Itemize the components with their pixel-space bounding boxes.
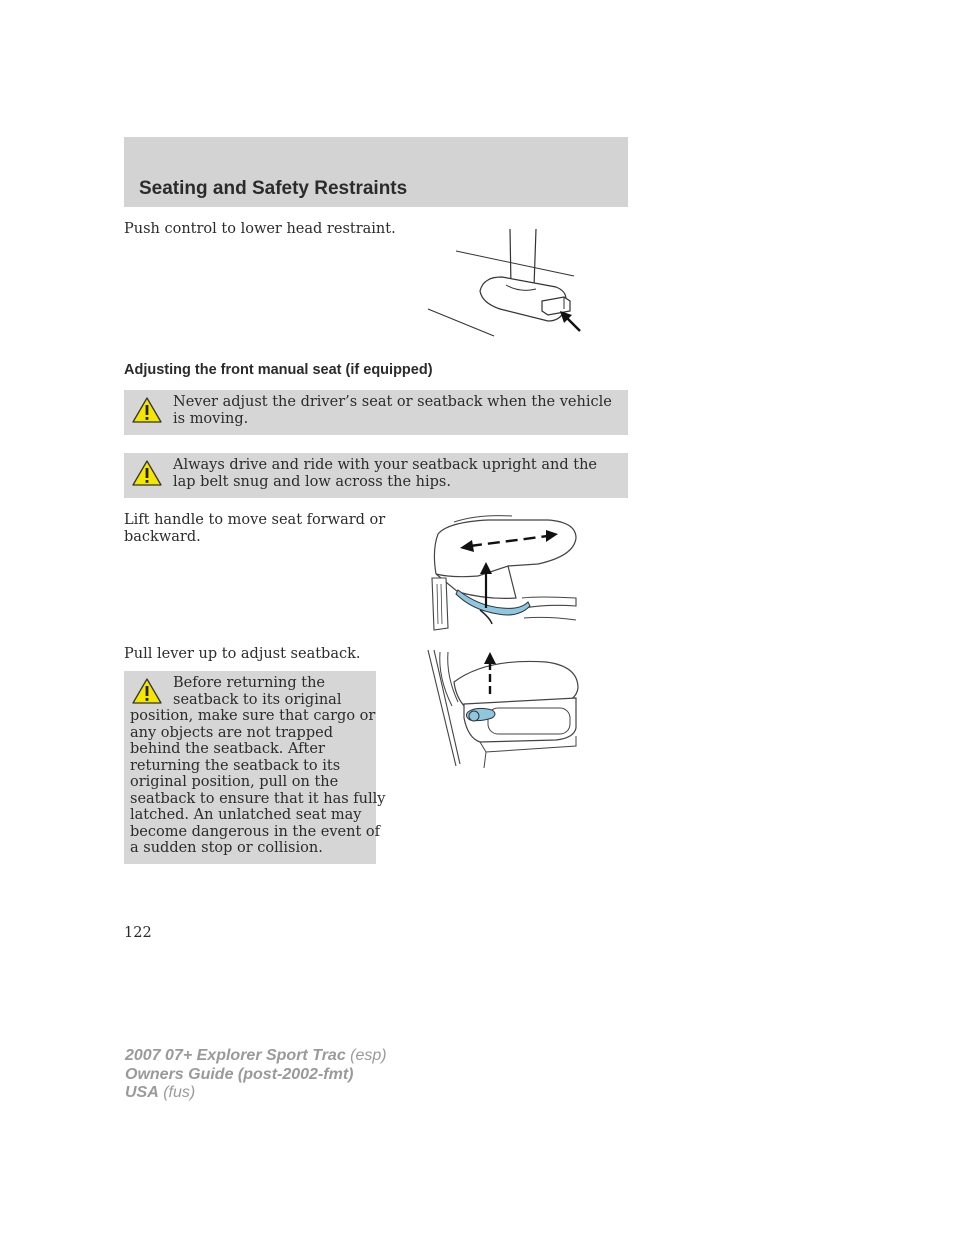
seatback-text: Pull lever up to adjust seatback. [124, 646, 361, 662]
document-footer [125, 1047, 387, 1103]
warning-icon [131, 459, 163, 487]
footer-model-code: (esp) [345, 1047, 387, 1064]
fore-aft-text-line-2: backward. [124, 529, 201, 545]
warning-text-3-line-2: seatback to its original [173, 691, 342, 708]
warning-text-3-line-4: any objects are not trapped [130, 724, 333, 741]
warning-text-2: Always drive and ride with your seatback upright and the lap belt snug and low across the hips. [173, 457, 597, 490]
warning-icon [131, 677, 163, 705]
warning-box-2 [124, 453, 628, 498]
footer-line-1 [125, 1047, 387, 1066]
seat-fore-aft-illustration [428, 514, 580, 632]
warning-box-1 [124, 390, 628, 435]
manual-seat-heading: Adjusting the front manual seat (if equipped) [124, 362, 433, 378]
warning-icon [131, 396, 163, 424]
warning-text-3-line-11: a sudden stop or collision. [130, 840, 323, 856]
footer-line-3 [125, 1084, 387, 1103]
warning-text-3-line-8: seatback to ensure that it has fully [130, 790, 386, 807]
page-number: 122 [124, 925, 152, 941]
footer-model: 2007 07+ Explorer Sport Trac [125, 1047, 346, 1064]
fore-aft-text-line-1: Lift handle to move seat forward or [124, 512, 386, 528]
footer-market: USA [125, 1084, 159, 1101]
warning-text-3-line-9: latched. An unlatched seat may [130, 807, 362, 823]
head-restraint-illustration [420, 225, 590, 340]
footer-market-code: (fus) [158, 1084, 196, 1101]
warning-text-3-line-5: behind the seatback. After [130, 741, 325, 757]
warning-text-1: Never adjust the driver’s seat or seatback when the vehicle is moving. [173, 394, 612, 427]
head-restraint-text: Push control to lower head restraint. [124, 221, 396, 237]
footer-guide: Owners Guide (post-2002-fmt) [125, 1065, 354, 1083]
footer-line-2 [125, 1066, 387, 1085]
warning-text-3-line-1: Before returning the [173, 675, 326, 691]
warning-text-3-line-3: position, make sure that cargo or [130, 708, 376, 724]
warning-text-3-line-10: become dangerous in the event of [130, 823, 380, 840]
warning-text-3-line-6: returning the seatback to its [130, 757, 341, 774]
fore-aft-text [124, 512, 385, 546]
section-title: Seating and Safety Restraints [139, 178, 408, 199]
warning-box-3 [124, 671, 386, 864]
warning-text-3-line-7: original position, pull on the [130, 774, 339, 790]
seatback-lever-illustration [426, 648, 586, 770]
